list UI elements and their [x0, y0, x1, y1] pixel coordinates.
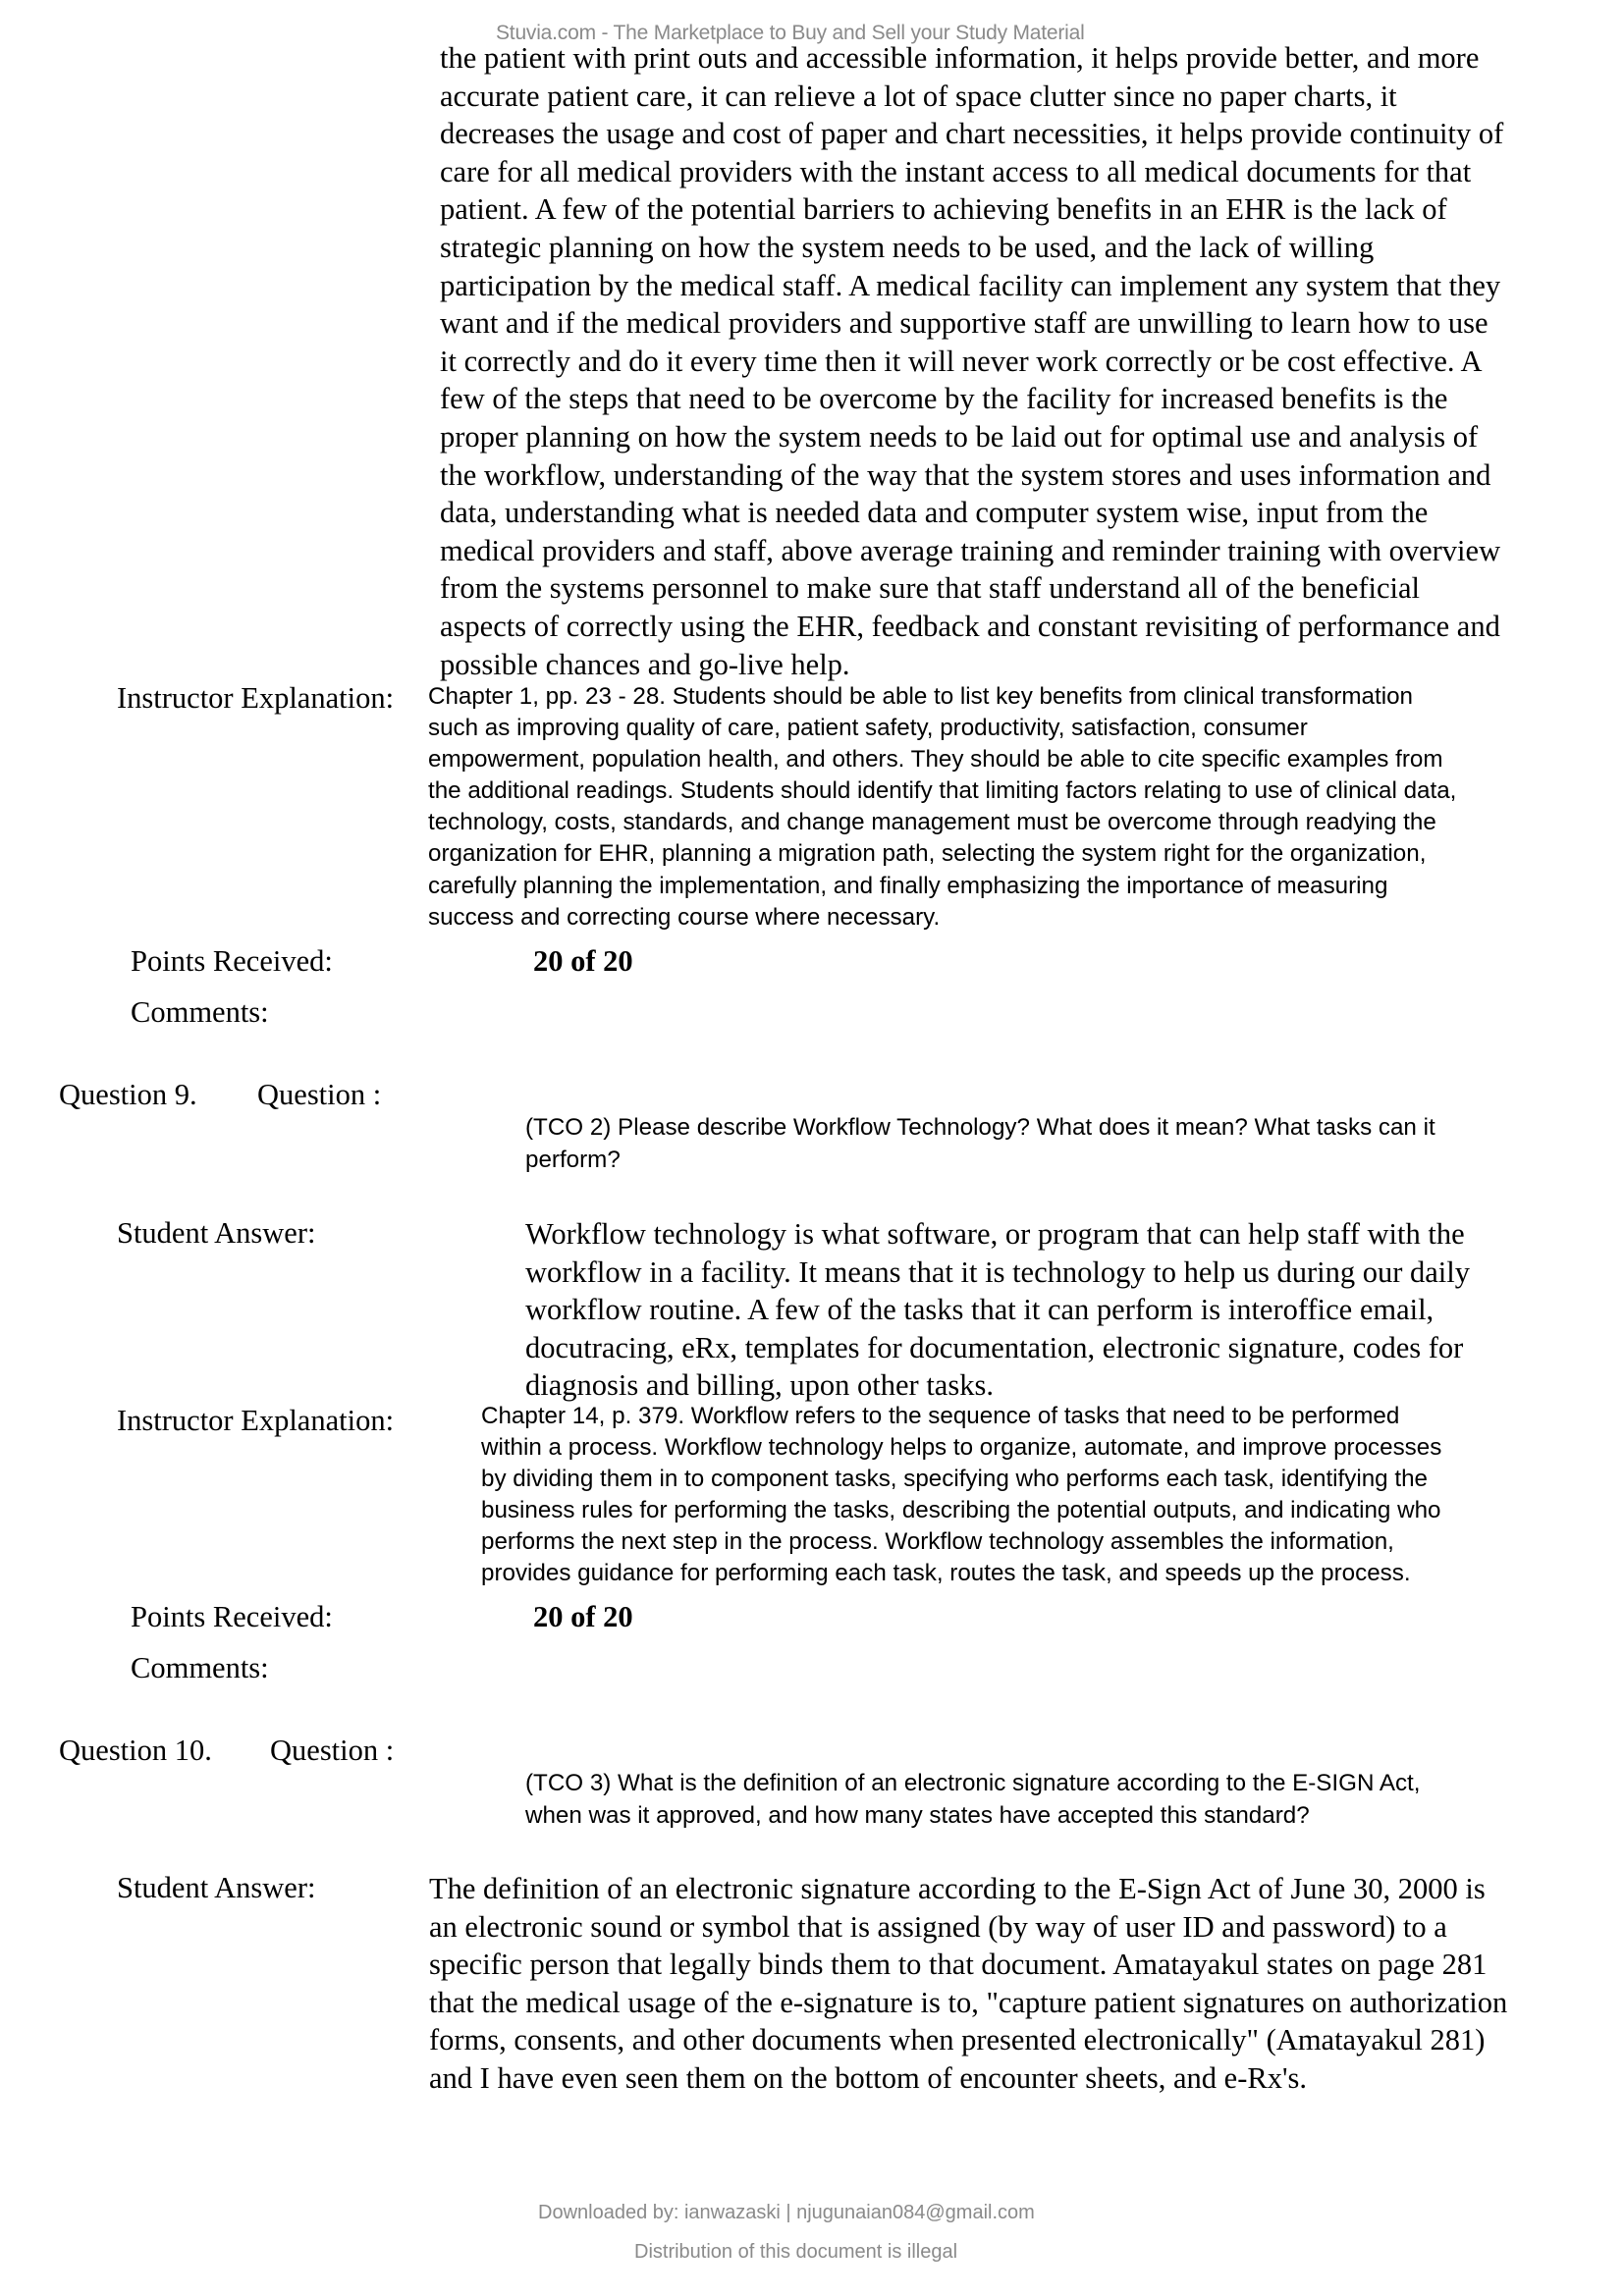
answer-line: data, understanding what is needed data and computer system wise, input from the [440, 496, 1429, 530]
q10-question-label: Question : [270, 1734, 395, 1767]
explanation-line: empowerment, population health, and others. They should be able to cite specific examples from [428, 746, 1443, 774]
answer-line: diagnosis and billing, upon other tasks. [525, 1368, 994, 1403]
answer-line: The definition of an electronic signature according to the E-Sign Act of June 30, 2000 is [429, 1872, 1486, 1905]
question-line: when was it approved, and how many states have accepted this standard? [525, 1801, 1310, 1829]
explanation-line: Chapter 14, p. 379. Workflow refers to the sequence of tasks that need to be performed [481, 1403, 1400, 1429]
q9-student-answer [525, 1215, 1470, 1405]
q9-instructor-explanation [481, 1401, 1441, 1590]
answer-line: workflow in a facility. It means that it is technology to help us during our daily [525, 1255, 1470, 1289]
answer-line: that the medical usage of the e-signature is to, "capture patient signatures on authorization [429, 1985, 1508, 2019]
q9-points-value: 20 of 20 [533, 1600, 633, 1633]
answer-line: aspects of correctly using the EHR, feedback and constant revisiting of performance and [440, 609, 1500, 643]
answer-line: from the systems personnel to make sure that staff understand all of the beneficial [440, 571, 1421, 606]
explanation-line: success and correcting course where necessary. [428, 903, 941, 931]
q9-number: Question 9. [59, 1078, 197, 1111]
q8-points-label: Points Received: [131, 944, 333, 978]
answer-line: want and if the medical providers and supportive staff are unwilling to learn how to use [440, 306, 1489, 341]
q10-question-text [525, 1768, 1420, 1832]
answer-line: accurate patient care, it can relieve a lot of space clutter since no paper charts, it [440, 79, 1397, 113]
explanation-line: carefully planning the implementation, and finally emphasizing the importance of measuring [428, 872, 1388, 899]
explanation-line: provides guidance for performing each task, routes the task, and speeds up the process. [481, 1560, 1411, 1587]
q9-question-label: Question : [257, 1078, 382, 1111]
answer-line: care for all medical providers with the instant access to all medical documents for that [440, 154, 1472, 188]
explanation-line: organization for EHR, planning a migration path, selecting the system right for the organization, [428, 840, 1427, 868]
explanation-line: such as improving quality of care, patient safety, productivity, satisfaction, consumer [428, 715, 1308, 742]
q8-instructor-label: Instructor Explanation: [117, 681, 395, 715]
answer-line: specific person that legally binds them to that document. Amatayakul states on page 281 [429, 1948, 1488, 1982]
q10-student-label: Student Answer: [117, 1871, 316, 1904]
answer-line: medical providers and staff, above average training and reminder training with overview [440, 533, 1501, 567]
explanation-line: technology, costs, standards, and change management must be overcome through readying the [428, 809, 1436, 836]
answer-line: decreases the usage and cost of paper and chart necessities, it helps provide continuity of [440, 117, 1504, 151]
answer-line: and I have even seen them on the bottom of encounter sheets, and e-Rx's. [429, 2060, 1307, 2095]
answer-line: proper planning on how the system needs to be laid out for optimal use and analysis of [440, 419, 1479, 454]
q8-instructor-explanation [428, 681, 1456, 934]
header-watermark: Stuvia.com - The Marketplace to Buy and Sell your Study Material [496, 22, 1085, 44]
q8-comments-label: Comments: [131, 995, 269, 1029]
answer-line: Workflow technology is what software, or program that can help staff with the [525, 1217, 1465, 1251]
explanation-line: performs the next step in the process. Workflow technology assembles the information, [481, 1528, 1394, 1556]
footer-downloaded-by: Downloaded by: ianwazaski | njugunaian084@gmail.com [538, 2202, 1035, 2223]
question-line: (TCO 3) What is the definition of an electronic signature according to the E-SIGN Act, [525, 1770, 1421, 1796]
explanation-line: Chapter 1, pp. 23 - 28. Students should be able to list key benefits from clinical transformation [428, 683, 1413, 710]
q9-student-label: Student Answer: [117, 1216, 316, 1250]
answer-line: few of the steps that need to be overcome by the facility for increased benefits is the [440, 382, 1448, 416]
answer-line: participation by the medical staff. A medical facility can implement any system that they [440, 268, 1501, 302]
answer-line: docutracing, eRx, templates for documentation, electronic signature, codes for [525, 1330, 1464, 1364]
answer-line: possible chances and go-live help. [440, 647, 850, 681]
q9-instructor-label: Instructor Explanation: [117, 1404, 395, 1437]
footer-distribution-notice: Distribution of this document is illegal [634, 2241, 958, 2263]
explanation-line: within a process. Workflow technology helps to organize, automate, and improve processes [481, 1434, 1442, 1462]
answer-line: it correctly and do it every time then it will never work correctly or be cost effective. A [440, 344, 1483, 378]
answer-line: an electronic sound or symbol that is assigned (by way of user ID and password) to a [429, 1909, 1447, 1944]
explanation-line: the additional readings. Students should identify that limiting factors relating to use of clinical data, [428, 777, 1457, 805]
q9-question-text [525, 1112, 1435, 1176]
question-line: (TCO 2) Please describe Workflow Technology? What does it mean? What tasks can it [525, 1114, 1435, 1141]
explanation-line: by dividing them in to component tasks, specifying who performs each task, identifying the [481, 1466, 1428, 1493]
answer-line: forms, consents, and other documents when presented electronically" (Amatayakul 281) [429, 2023, 1486, 2057]
answer-line: workflow routine. A few of the tasks that it can perform is interoffice email, [525, 1293, 1435, 1327]
q9-points-label: Points Received: [131, 1600, 333, 1633]
q10-student-answer [429, 1870, 1507, 2098]
question-line: perform? [525, 1146, 621, 1173]
answer-line: the patient with print outs and accessible information, it helps provide better, and more [440, 41, 1480, 75]
explanation-line: business rules for performing the tasks, describing the potential outputs, and indicating who [481, 1497, 1441, 1524]
q9-comments-label: Comments: [131, 1651, 269, 1684]
answer-line: strategic planning on how the system needs to be used, and the lack of willing [440, 230, 1375, 264]
q8-points-value: 20 of 20 [533, 944, 633, 978]
answer-line: the workflow, understanding of the way that the system stores and uses information and [440, 457, 1491, 492]
q10-number: Question 10. [59, 1734, 212, 1767]
answer-line: patient. A few of the potential barriers to achieving benefits in an EHR is the lack of [440, 192, 1447, 227]
q8-student-answer [440, 39, 1503, 683]
